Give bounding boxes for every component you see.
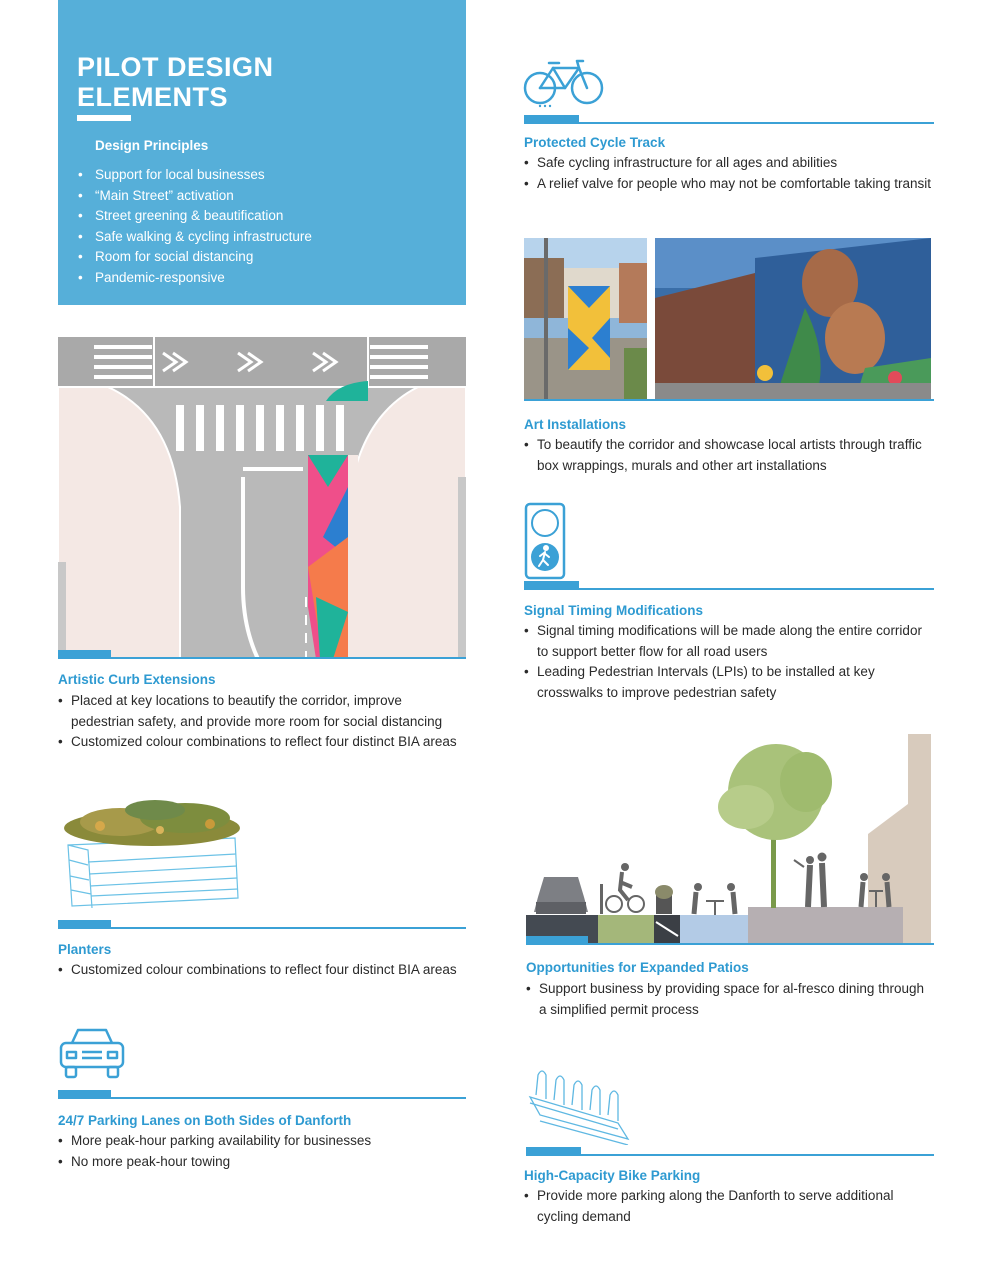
pedestrian-signal-icon (524, 502, 566, 580)
design-principles-list (77, 165, 312, 288)
patios-divider-tab (526, 936, 588, 943)
curb-bullets (58, 691, 463, 753)
principle-item: • Street greening & beautification (95, 206, 312, 227)
signal-divider-tab (524, 581, 579, 588)
bullet-item: • Signal timing modifications will be made along the entire corridor to support better flow for all road users (524, 621, 934, 662)
page-title-line2: ELEMENTS (77, 82, 229, 112)
page-title (77, 52, 437, 112)
parking-divider-tab (58, 1090, 111, 1097)
signal-divider-line (524, 588, 934, 590)
bike-rack-icon (526, 1065, 632, 1145)
signal-bullets (524, 621, 934, 703)
bullet-item: • No more peak-hour towing (58, 1152, 463, 1173)
bullet-item: • To beautify the corridor and showcase local artists through traffic box wrappings, murals and other art installations (524, 435, 934, 476)
bullet-item: • Safe cycling infrastructure for all ages and abilities (524, 153, 934, 174)
bullet-item: • A relief valve for people who may not be comfortable taking transit (524, 174, 934, 195)
cycle-bullets (524, 153, 934, 194)
bullet-item: • Placed at key locations to beautify the corridor, improve pedestrian safety, and provide more room for social distancing (58, 691, 463, 732)
cycle-heading: Protected Cycle Track (524, 135, 666, 150)
planters-bullets (58, 960, 463, 981)
bullet-item: • Customized colour combinations to reflect four distinct BIA areas (58, 960, 463, 981)
planters-heading: Planters (58, 942, 112, 957)
bikeparking-divider-tab (526, 1147, 581, 1154)
title-underline (77, 115, 131, 121)
patios-divider-line (526, 943, 934, 945)
principle-item: • Pandemic-responsive (95, 268, 312, 289)
parking-divider-line (58, 1097, 466, 1099)
principle-item: • Safe walking & cycling infrastructure (95, 227, 312, 248)
art-bullets (524, 435, 934, 476)
bikeparking-bullets (524, 1186, 924, 1227)
cycle-divider-tab (524, 115, 579, 122)
curb-divider-line (58, 657, 466, 659)
bullet-item: • Customized colour combinations to reflect four distinct BIA areas (58, 732, 463, 753)
patios-bullets (526, 979, 934, 1020)
curb-heading: Artistic Curb Extensions (58, 672, 216, 687)
art-heading: Art Installations (524, 417, 627, 432)
design-principles-heading: Design Principles (95, 138, 209, 153)
bullet-item: • Leading Pedestrian Intervals (LPIs) to be installed at key crosswalks to improve pedestrian safety (524, 662, 934, 703)
parking-bullets (58, 1131, 463, 1172)
street-section-illustration (526, 722, 934, 946)
curb-extension-illustration (58, 337, 466, 659)
bicycle-icon (523, 58, 605, 110)
cycle-divider-line (524, 122, 934, 124)
planter-illustration (60, 790, 250, 910)
bikeparking-divider-line (526, 1154, 934, 1156)
patios-heading: Opportunities for Expanded Patios (526, 960, 749, 975)
planters-divider-tab (58, 920, 111, 927)
curb-divider-tab (58, 650, 111, 657)
principle-item: • “Main Street” activation (95, 186, 312, 207)
intro-panel (58, 0, 466, 305)
mural-photo (655, 238, 931, 400)
bullet-item: • More peak-hour parking availability for businesses (58, 1131, 463, 1152)
bikeparking-heading: High-Capacity Bike Parking (524, 1168, 701, 1183)
car-icon (58, 1025, 126, 1080)
parking-heading: 24/7 Parking Lanes on Both Sides of Danforth (58, 1113, 352, 1128)
bullet-item: • Provide more parking along the Danforth to serve additional cycling demand (524, 1186, 924, 1227)
principle-item: • Room for social distancing (95, 247, 312, 268)
planters-divider-line (58, 927, 466, 929)
principle-item: • Support for local businesses (95, 165, 312, 186)
art-divider-line (524, 399, 934, 401)
page-title-line1: PILOT DESIGN (77, 52, 274, 82)
bullet-item: • Support business by providing space for al-fresco dining through a simplified permit process (526, 979, 934, 1020)
signal-heading: Signal Timing Modifications (524, 603, 704, 618)
traffic-box-photo (524, 238, 647, 400)
